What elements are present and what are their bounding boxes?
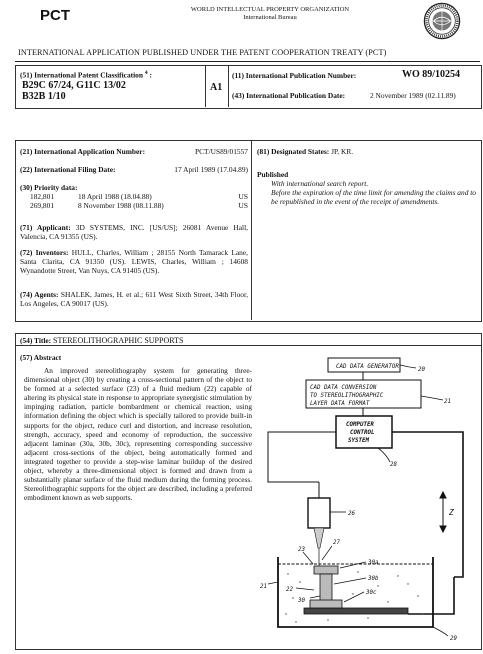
ref-28: 28: [390, 462, 397, 468]
box3-line3: SYSTEM: [348, 438, 369, 444]
inventors: [20, 248, 248, 275]
priority-country: US: [238, 201, 248, 210]
pct-heading: PCT: [40, 7, 70, 24]
ref-21-top: 21: [444, 399, 451, 405]
published-label: Published: [257, 170, 289, 179]
org-name: WORLD INTELLECTUAL PROPERTY ORGANIZATION: [190, 6, 350, 13]
object-30c: [310, 600, 342, 608]
object-30a: [314, 566, 338, 574]
classification-label: (51) International Patent Classification $^4$ :: [20, 70, 152, 80]
box1-label: CAD DATA GENERATOR: [336, 364, 399, 370]
filing-date-label: (22) International Filing Date:: [20, 165, 116, 174]
priority-date: 18 April 1988 (18.04.88): [78, 192, 152, 201]
designated-value: JP, KR.: [331, 147, 354, 156]
publication-date-label: (43) International Publication Date:: [232, 91, 346, 100]
abstract-label: (57) Abstract: [20, 353, 62, 362]
ref-30a: 30a: [368, 560, 379, 566]
inventors-text: HULL, Charles, William ; 28155 North Tamarack Lane, Santa Clarita, CA 91350 (US). LEWIS, Charles, William ; 14608 Wynandotte Street, Van Nuys, CA 91405 (US).: [20, 248, 248, 275]
vat: [278, 557, 433, 627]
classification-line2: B32B 1/10: [22, 91, 66, 102]
box3-line1: COMPUTER: [346, 422, 374, 428]
divider: [251, 141, 252, 320]
priority-no: 269,801: [30, 201, 55, 210]
ref-21-vat: 21: [260, 584, 267, 590]
publication-number-label: (11) International Publication Number:: [232, 71, 357, 80]
document-title-line: INTERNATIONAL APPLICATION PUBLISHED UNDER THE PATENT COOPERATION TREATY (PCT): [18, 48, 387, 57]
application-number: PCT/US89/01557: [195, 147, 248, 156]
invention-title: [20, 336, 183, 345]
applicant: [20, 223, 248, 241]
filing-date: 17 April 1989 (17.04.89): [174, 165, 248, 174]
published-line1: With international search report.: [271, 179, 369, 188]
agents: [20, 290, 248, 308]
agents-text: SHALEK, James, H. et al.; 611 West Sixth Street, 34th Floor, Los Angeles, CA 90017 (US).: [20, 290, 249, 308]
publication-date: 2 November 1989 (02.11.89): [370, 91, 456, 100]
priority-country: US: [238, 192, 248, 201]
title-rule: [15, 345, 481, 346]
organization-name: [170, 6, 370, 21]
ref-30: 30: [298, 598, 305, 604]
divider: [228, 66, 229, 107]
filing-date-row: [20, 165, 248, 174]
axis-z: Z: [449, 508, 454, 517]
designated-label: (81) Designated States:: [257, 147, 330, 156]
abstract-text: An improved stereolithography system for generating three-dimensional object (30) by creating a cross-sectional pattern of the object to be formed at a selected surface (23) of a fluid medium (22) capable of altering its physical state in response to appropriate synergistic stimulation by impinging radiation, particle bombardment or chemical reaction, using information defining the object which is specially tailored to provide built-in supports for the object, reduce curl and distortion, and increase resolution, strength, accuracy, speed and economy of reproduction, the successive adjacent laminae (30a, 30b, 30c), representing corresponding successive adjacent cross-sections of the object, being automatically formed and integrated together to provide a step-wise laminar buildup of the desired object, whereby a three-dimensional object is formed and drawn from a substantially planar surface of the fluid medium during the forming process. Stereolithographic supports for the object are described, including a preferred embodiment known as web supports.: [24, 366, 252, 503]
ref-27: 27: [333, 540, 340, 546]
box2-line1: CAD DATA CONVERSION: [310, 385, 377, 391]
ref-20: 20: [418, 367, 425, 373]
priority-row: [30, 201, 248, 210]
classification-codes: [22, 80, 126, 102]
ref-23: 23: [298, 547, 305, 553]
ref-26: 26: [348, 511, 355, 517]
title-value: STEREOLITHOGRAPHIC SUPPORTS: [53, 336, 184, 345]
applicant-label: (71) Applicant:: [20, 223, 71, 232]
priority-date: 8 November 1988 (08.11.88): [78, 201, 164, 210]
divider: [205, 66, 206, 107]
priority-label: (30) Priority data:: [20, 183, 78, 192]
application-number-label: (21) International Application Number:: [20, 147, 146, 156]
header-rule: [15, 61, 480, 62]
box2-line3: LAYER DATA FORMAT: [310, 401, 370, 407]
ref-22: 22: [286, 587, 293, 593]
box2-line2: TO STEREOLITHOGRAPHIC: [310, 393, 384, 399]
classification-line1: B29C 67/24, G11C 13/02: [22, 80, 126, 91]
elevator-platform: [304, 608, 408, 614]
scanner-head: [308, 498, 330, 528]
ref-29: 29: [450, 636, 457, 642]
publication-number: WO 89/10254: [402, 69, 461, 80]
kind-code: A1: [210, 82, 223, 93]
published-notes: [271, 179, 477, 206]
org-sub: International Bureau: [243, 13, 297, 21]
published-line2: Before the expiration of the time limit for amending the claims and to be republished in the event of the receipt of amendments.: [271, 188, 476, 206]
application-number-row: [20, 147, 248, 156]
priority-row: [30, 192, 248, 201]
ref-30c: 30c: [366, 590, 377, 596]
priority-no: 182,801: [30, 192, 55, 201]
ref-30b: 30b: [368, 576, 379, 582]
object-30b: [320, 574, 332, 602]
designated-states: [257, 147, 475, 156]
inventors-label: (72) Inventors:: [20, 248, 69, 257]
box3-line2: CONTROL: [350, 430, 375, 436]
applicant-text: 3D SYSTEMS, INC. [US/US]; 26081 Avenue Hall, Valencia, CA 91355 (US).: [20, 223, 248, 241]
stereolithography-figure: [258, 352, 478, 644]
agents-label: (74) Agents:: [20, 290, 59, 299]
title-label: (54) Title:: [20, 336, 52, 345]
wipo-seal-icon: [423, 2, 461, 40]
